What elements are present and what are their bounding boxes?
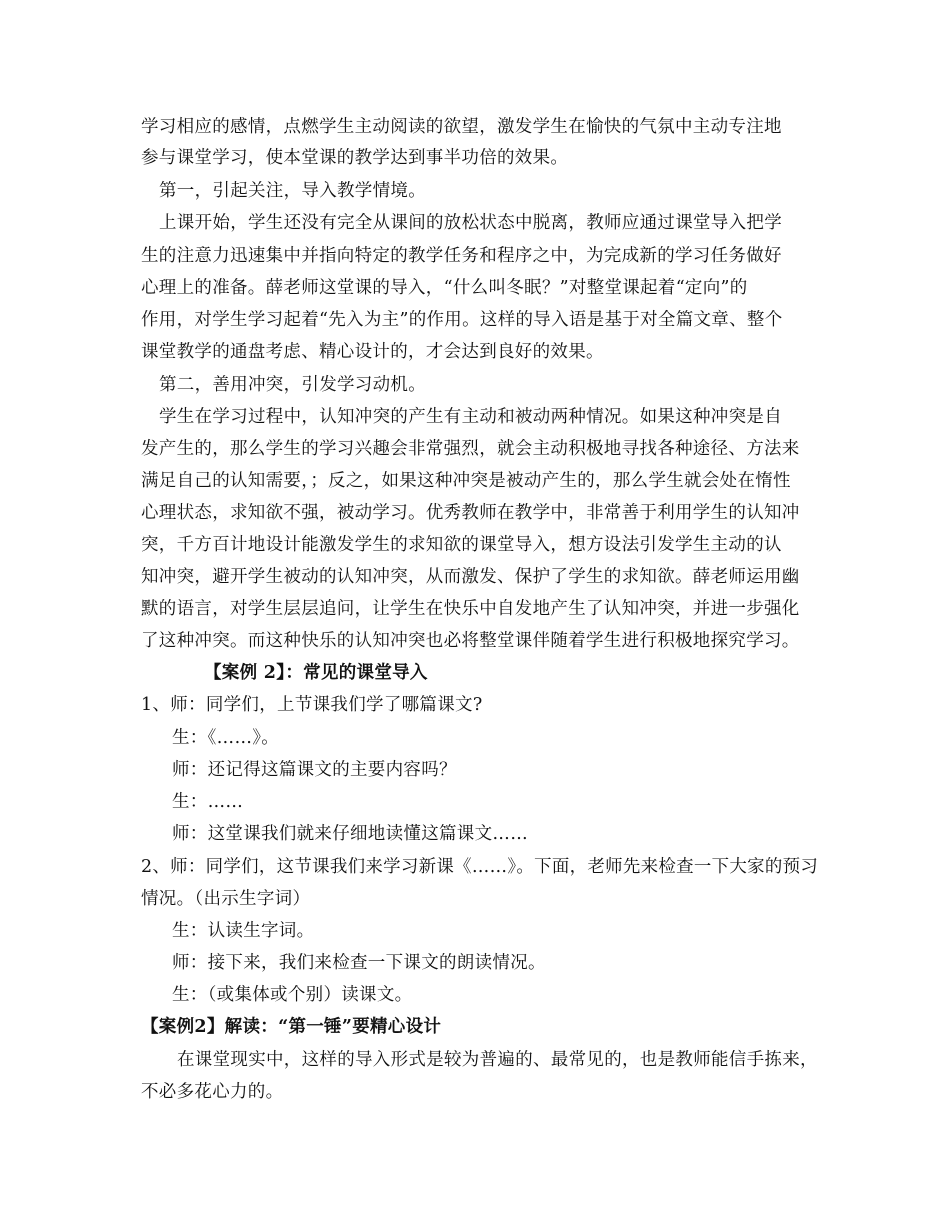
text-line: 在课堂现实中，这样的导入形式是较为普遍的、最常见的，也是教师能信手拣来，: [177, 1050, 818, 1070]
section-heading: 第二，善用冲突，引发学习动机。: [159, 375, 426, 395]
text-line: 不必多花心力的。: [141, 1082, 284, 1102]
text-line: 上课开始，学生还没有完全从课间的放松状态中脱离，教师应通过课堂导入把学: [159, 213, 782, 233]
text-line: 生的注意力迅速集中并指向特定的教学任务和程序之中，为完成新的学习任务做好: [141, 246, 782, 266]
text-line: 心理状态，求知欲不强，被动学习。优秀教师在教学中，非常善于利用学生的认知冲: [141, 503, 800, 523]
dialogue-line: 情况。（出示生字词）: [141, 889, 311, 909]
dialogue-line: 师：还记得这篇课文的主要内容吗？: [172, 760, 457, 780]
analysis-heading: 【案例2】解读：“第一锤”要精心设计: [141, 1017, 442, 1037]
text-line: 课堂教学的通盘考虑、精心设计的，才会达到良好的效果。: [141, 342, 604, 362]
text-line: 学生在学习过程中，认知冲突的产生有主动和被动两种情况。如果这种冲突是自: [159, 407, 782, 427]
text-line: 满足自己的认知需要，；反之，如果这种冲突是被动产生的，那么学生就会处在惰性: [141, 471, 791, 491]
dialogue-line: 1、师：同学们，上节课我们学了哪篇课文?: [141, 695, 483, 715]
dialogue-line: 师：这堂课我们就来仔细地读懂这篇课文……: [172, 824, 528, 844]
text-line: 突，千方百计地设计能激发学生的求知欲的课堂导入，想方设法引发学生主动的认: [141, 535, 782, 555]
text-line: 心理上的准备。薛老师这堂课的导入，“什么叫冬眠？”对整堂课起着“定向”的: [141, 278, 748, 298]
text-line: 参与课堂学习，使本堂课的教学达到事半功倍的效果。: [141, 148, 569, 168]
text-line: 知冲突，避开学生被动的认知冲突，从而激发、保护了学生的求知欲。薛老师运用幽: [141, 567, 800, 587]
dialogue-line: 生：《……》。: [172, 728, 280, 748]
section-heading: 第一，引起关注，导入教学情境。: [159, 181, 426, 201]
text-line: 发产生的，那么学生的学习兴趣会非常强烈，就会主动积极地寻找各种途径、方法来: [141, 439, 800, 459]
dialogue-line: 师：接下来，我们来检查一下课文的朗读情况。: [172, 953, 546, 973]
dialogue-line: 2、师：同学们，这节课我们来学习新课《……》。下面，老师先来检查一下大家的预习: [141, 857, 819, 877]
text-line: 学习相应的感情，点燃学生主动阅读的欲望，激发学生在愉快的气氛中主动专注地: [141, 117, 782, 137]
case-heading: 【案例 2】：常见的课堂导入: [204, 663, 428, 683]
text-line: 了这种冲突。而这种快乐的认知冲突也必将整堂课伴随着学生进行积极地探究学习。: [141, 631, 800, 651]
dialogue-line: 生：（或集体或个别）读课文。: [172, 985, 413, 1005]
text-line: 作用，对学生学习起着“先入为主”的作用。这样的导入语是基于对全篇文章、整个: [141, 310, 783, 330]
dialogue-line: 生：认读生字词。: [172, 921, 315, 941]
text-line: 默的语言，对学生层层追问，让学生在快乐中自发地产生了认知冲突，并进一步强化: [141, 599, 800, 619]
dialogue-line: 生：……: [172, 792, 244, 812]
